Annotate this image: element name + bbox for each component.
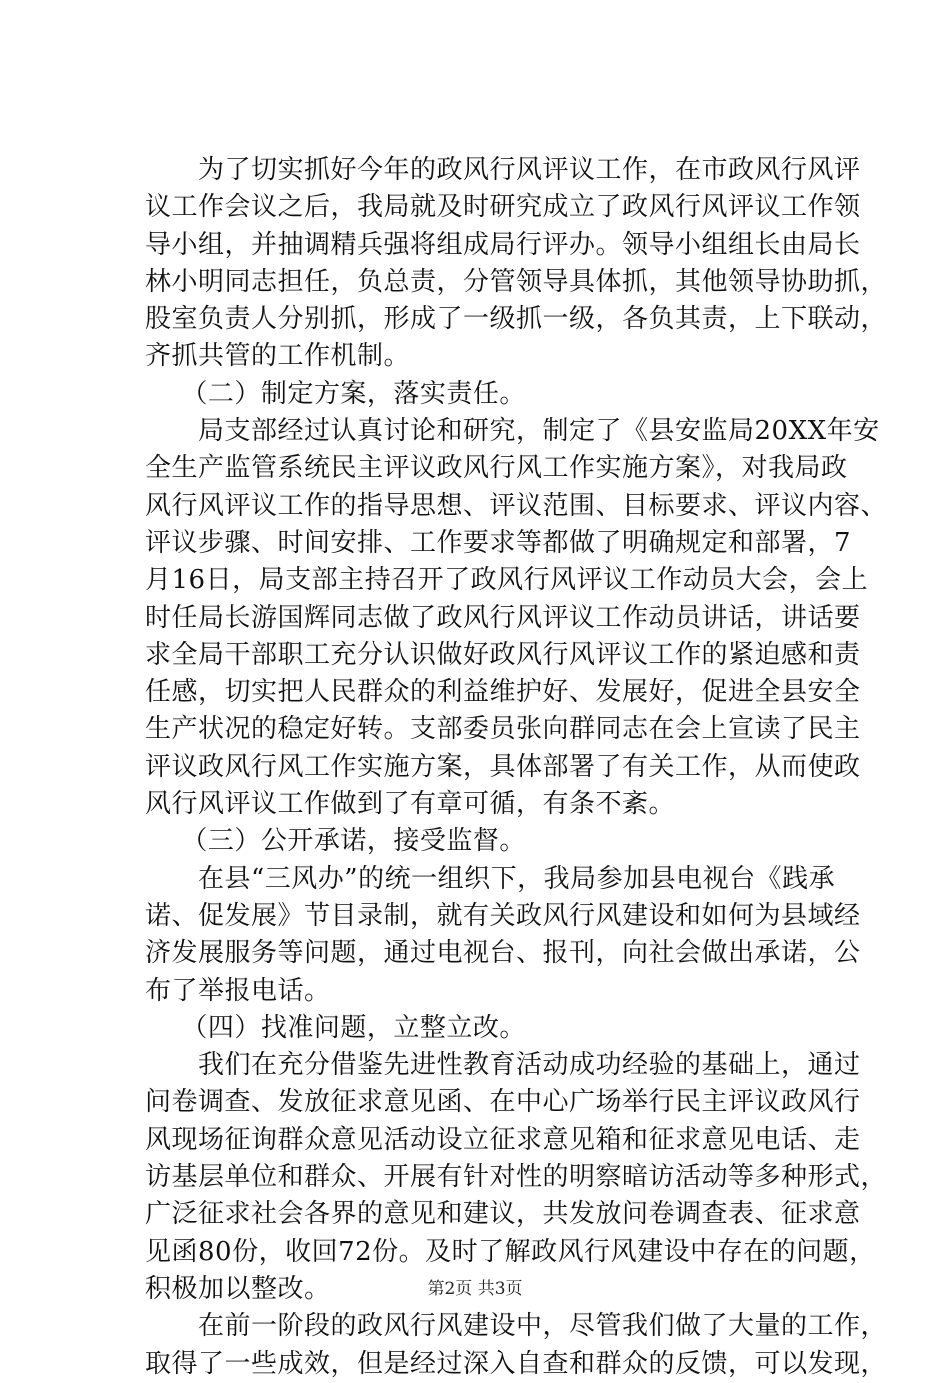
text-line: 全生产监管系统民主评议政风行风工作实施方案》，对我局政 xyxy=(145,453,848,484)
text-line: 齐抓共管的工作机制。 xyxy=(145,341,411,372)
paragraph-4 xyxy=(145,1047,888,1308)
page-number-footer: 第2页 共3页 xyxy=(427,1279,523,1299)
text-line: 在县“三风办”的统一组织下，我局参加县电视台《践承 xyxy=(145,863,836,894)
document-body xyxy=(145,152,888,1383)
text-line: 风行风评议工作的指导思想、评议范围、目标要求、评议内容、 xyxy=(145,490,888,521)
text-line: 取得了一些成效，但是经过深入自查和群众的反馈，可以发现， xyxy=(145,1348,888,1379)
text-line: 任感，切实把人民群众的利益维护好、发展好，促进全县安全 xyxy=(145,677,861,708)
section-heading-2 xyxy=(145,376,805,413)
text-line: 议工作会议之后，我局就及时研究成立了政风行风评议工作领 xyxy=(145,192,861,223)
text-line: 积极加以整改。 xyxy=(145,1273,331,1304)
text-line: 我们在充分借鉴先进性教育活动成功经验的基础上，通过 xyxy=(145,1050,861,1081)
text-line: 访基层单位和群众、开展有针对性的明察暗访活动等多种形式， xyxy=(145,1162,888,1193)
section-heading-4 xyxy=(145,1010,805,1047)
paragraph-5 xyxy=(145,1308,888,1383)
text-line: 评议步骤、时间安排、工作要求等都做了明确规定和部署，7 xyxy=(145,527,852,558)
text-line: 求全局干部职工充分认识做好政风行风评议工作的紧迫感和责 xyxy=(145,639,861,670)
text-line: 风现场征询群众意见活动设立征求意见箱和征求意见电话、走 xyxy=(145,1124,861,1155)
text-line: 评议政风行风工作实施方案，具体部署了有关工作，从而使政 xyxy=(145,751,861,782)
text-line: 导小组，并抽调精兵强将组成局行评办。领导小组组长由局长 xyxy=(145,229,861,260)
text-line: 林小明同志担任，负总责，分管领导具体抓，其他领导协助抓， xyxy=(145,266,888,297)
text-line: 为了切实抓好今年的政风行风评议工作，在市政风行风评 xyxy=(145,155,861,185)
paragraph-1 xyxy=(145,152,888,376)
text-line: 月16日，局支部主持召开了政风行风评议工作动员大会，会上 xyxy=(145,565,869,596)
text-line: 广泛征求社会各界的意见和建议，共发放问卷调查表、征求意 xyxy=(145,1199,861,1230)
text-line: 在前一阶段的政风行风建设中，尽管我们做了大量的工作， xyxy=(145,1311,888,1342)
text-line: 股室负责人分别抓，形成了一级抓一级，各负其责，上下联动， xyxy=(145,304,888,335)
text-line: 时任局长游国辉同志做了政风行风评议工作动员讲话，讲话要 xyxy=(145,602,861,633)
paragraph-2 xyxy=(145,413,888,823)
section-heading-3 xyxy=(145,823,805,860)
text-line: 布了举报电话。 xyxy=(145,975,331,1006)
text-line: 生产状况的稳定好转。支部委员张向群同志在会上宣读了民主 xyxy=(145,714,861,745)
text-line: 济发展服务等问题，通过电视台、报刊，向社会做出承诺，公 xyxy=(145,938,861,969)
text-line: 局支部经过认真讨论和研究，制定了《县安监局20XX年安 xyxy=(145,416,880,447)
text-line: 诺、促发展》节目录制，就有关政风行风建设和如何为县域经 xyxy=(145,900,861,931)
text-line: 问卷调查、发放征求意见函、在中心广场举行民主评议政风行 xyxy=(145,1087,861,1118)
text-line: 风行风评议工作做到了有章可循，有条不紊。 xyxy=(145,789,676,820)
heading-text: （二）制定方案，落实责任。 xyxy=(181,378,526,409)
text-line: 见函80份，收回72份。及时了解政风行风建设中存在的问题， xyxy=(145,1236,876,1267)
paragraph-3 xyxy=(145,861,861,1010)
heading-text: （四）找准问题，立整立改。 xyxy=(181,1012,526,1043)
heading-text: （三）公开承诺，接受监督。 xyxy=(181,826,526,857)
